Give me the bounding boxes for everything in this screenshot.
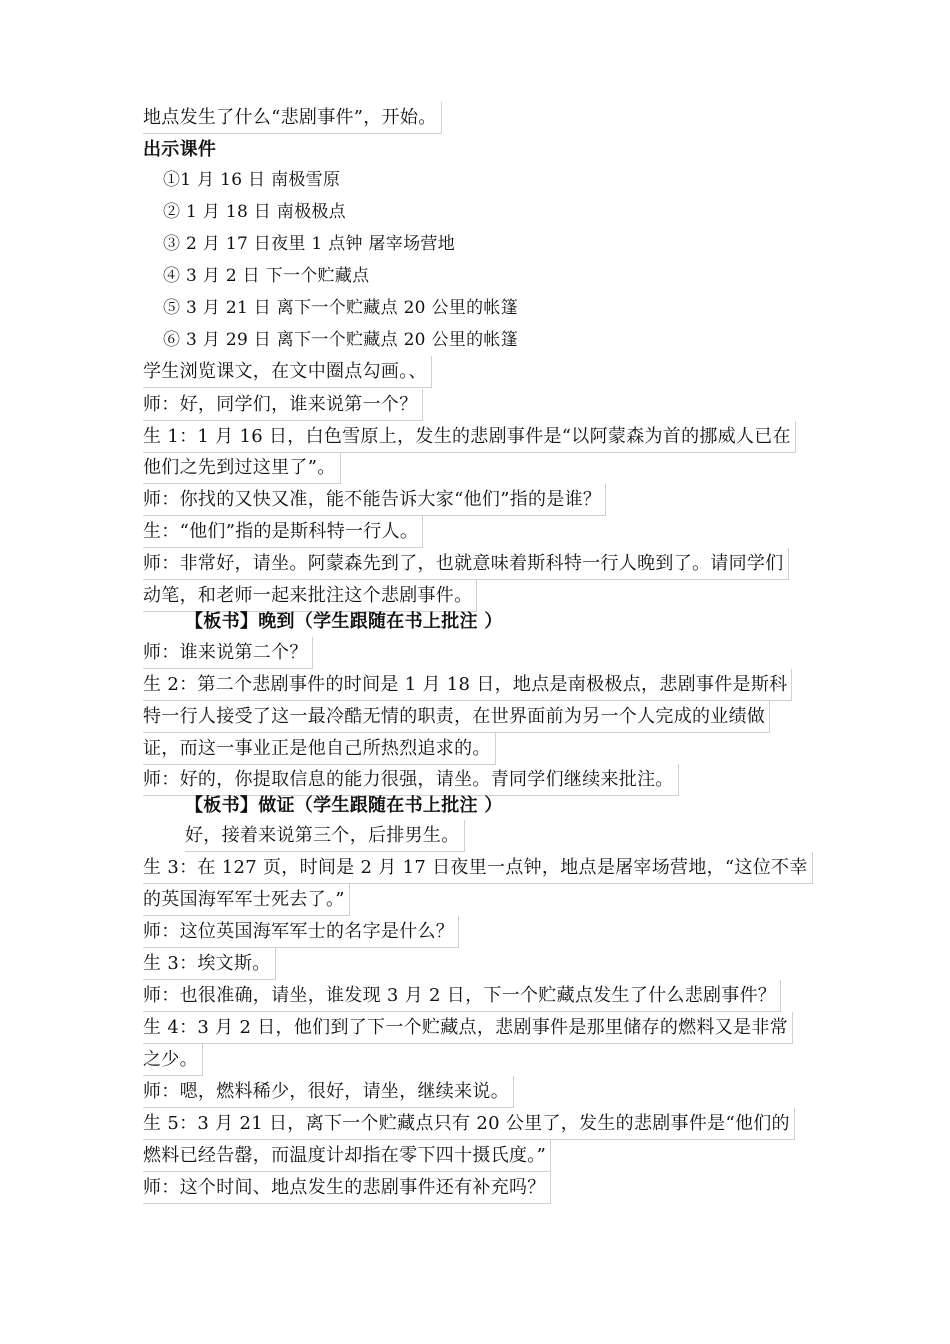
text-line: 师：嗯，燃料稀少，很好，请坐，继续来说。 [143, 1076, 514, 1108]
text-line: 生 1：1 月 16 日，白色雪原上，发生的悲剧事件是“以阿蒙森为首的挪威人已在 [143, 421, 796, 453]
text-line: 师：这位英国海军军士的名字是什么？ [143, 916, 459, 948]
text-line: 生 2：第二个悲剧事件的时间是 1 月 18 日，地点是南极极点，悲剧事件是斯科 [143, 669, 792, 701]
courseware-item: ③ 2 月 17 日夜里 1 点钟 屠宰场营地 [163, 234, 455, 254]
text-line: 师：这个时间、地点发生的悲剧事件还有补充吗？ [143, 1172, 551, 1204]
text-line: 师：你找的又快又准，能不能告诉大家“他们”指的是谁？ [143, 484, 606, 516]
text-line: 师：非常好，请坐。阿蒙森先到了，也就意味着斯科特一行人晚到了。请同学们 [143, 548, 789, 580]
text-line: 生 3：在 127 页，时间是 2 月 17 日夜里一点钟，地点是屠宰场营地，“这位不幸 [143, 852, 813, 884]
text-line: 师：也很准确，请坐，谁发现 3 月 2 日，下一个贮藏点发生了什么悲剧事件？ [143, 980, 781, 1012]
text-line: 之少。 [143, 1044, 203, 1076]
courseware-item: ⑥ 3 月 29 日 离下一个贮藏点 20 公里的帐篷 [163, 330, 519, 350]
courseware-item: ①1 月 16 日 南极雪原 [163, 170, 341, 190]
text-line: 生：“他们”指的是斯科特一行人。 [143, 516, 423, 548]
courseware-item: ② 1 月 18 日 南极极点 [163, 202, 346, 222]
text-line: 燃料已经告罄，而温度计却指在零下四十摄氏度。” [143, 1140, 551, 1172]
text-line: 生 4：3 月 2 日，他们到了下一个贮藏点，悲剧事件是那里储存的燃料又是非常 [143, 1012, 793, 1044]
text-line: 地点发生了什么“悲剧事件”，开始。 [143, 102, 442, 134]
section-heading: 出示课件 [143, 139, 217, 160]
courseware-item: ⑤ 3 月 21 日 离下一个贮藏点 20 公里的帐篷 [163, 298, 519, 318]
courseware-item: ④ 3 月 2 日 下一个贮藏点 [163, 266, 370, 286]
text-line: 好，接着来说第三个，后排男生。 [185, 820, 465, 852]
board-note: 【板书】晚到（学生跟随在书上批注 ） [185, 611, 503, 632]
text-line: 学生浏览课文，在文中圈点勾画。、 [143, 356, 432, 388]
text-line: 师：好，同学们，谁来说第一个？ [143, 389, 423, 421]
text-line: 师：谁来说第二个？ [143, 637, 313, 669]
text-line: 的英国海军军士死去了。” [143, 884, 350, 916]
text-line: 动笔，和老师一起来批注这个悲剧事件。 [143, 580, 477, 612]
text-line: 特一行人接受了这一最冷酷无情的职责，在世界面前为另一个人完成的业绩做 [143, 701, 770, 733]
text-line: 师：好的，你提取信息的能力很强，请坐。青同学们继续来批注。 [143, 764, 679, 796]
board-note: 【板书】做证（学生跟随在书上批注 ） [185, 795, 503, 816]
text-line: 他们之先到过这里了”。 [143, 452, 341, 484]
text-line: 生 5：3 月 21 日，离下一个贮藏点只有 20 公里了，发生的悲剧事件是“他们的 [143, 1108, 795, 1140]
text-line: 证，而这一事业正是他自己所热烈追求的。 [143, 733, 496, 765]
text-line: 生 3：埃文斯。 [143, 948, 276, 980]
